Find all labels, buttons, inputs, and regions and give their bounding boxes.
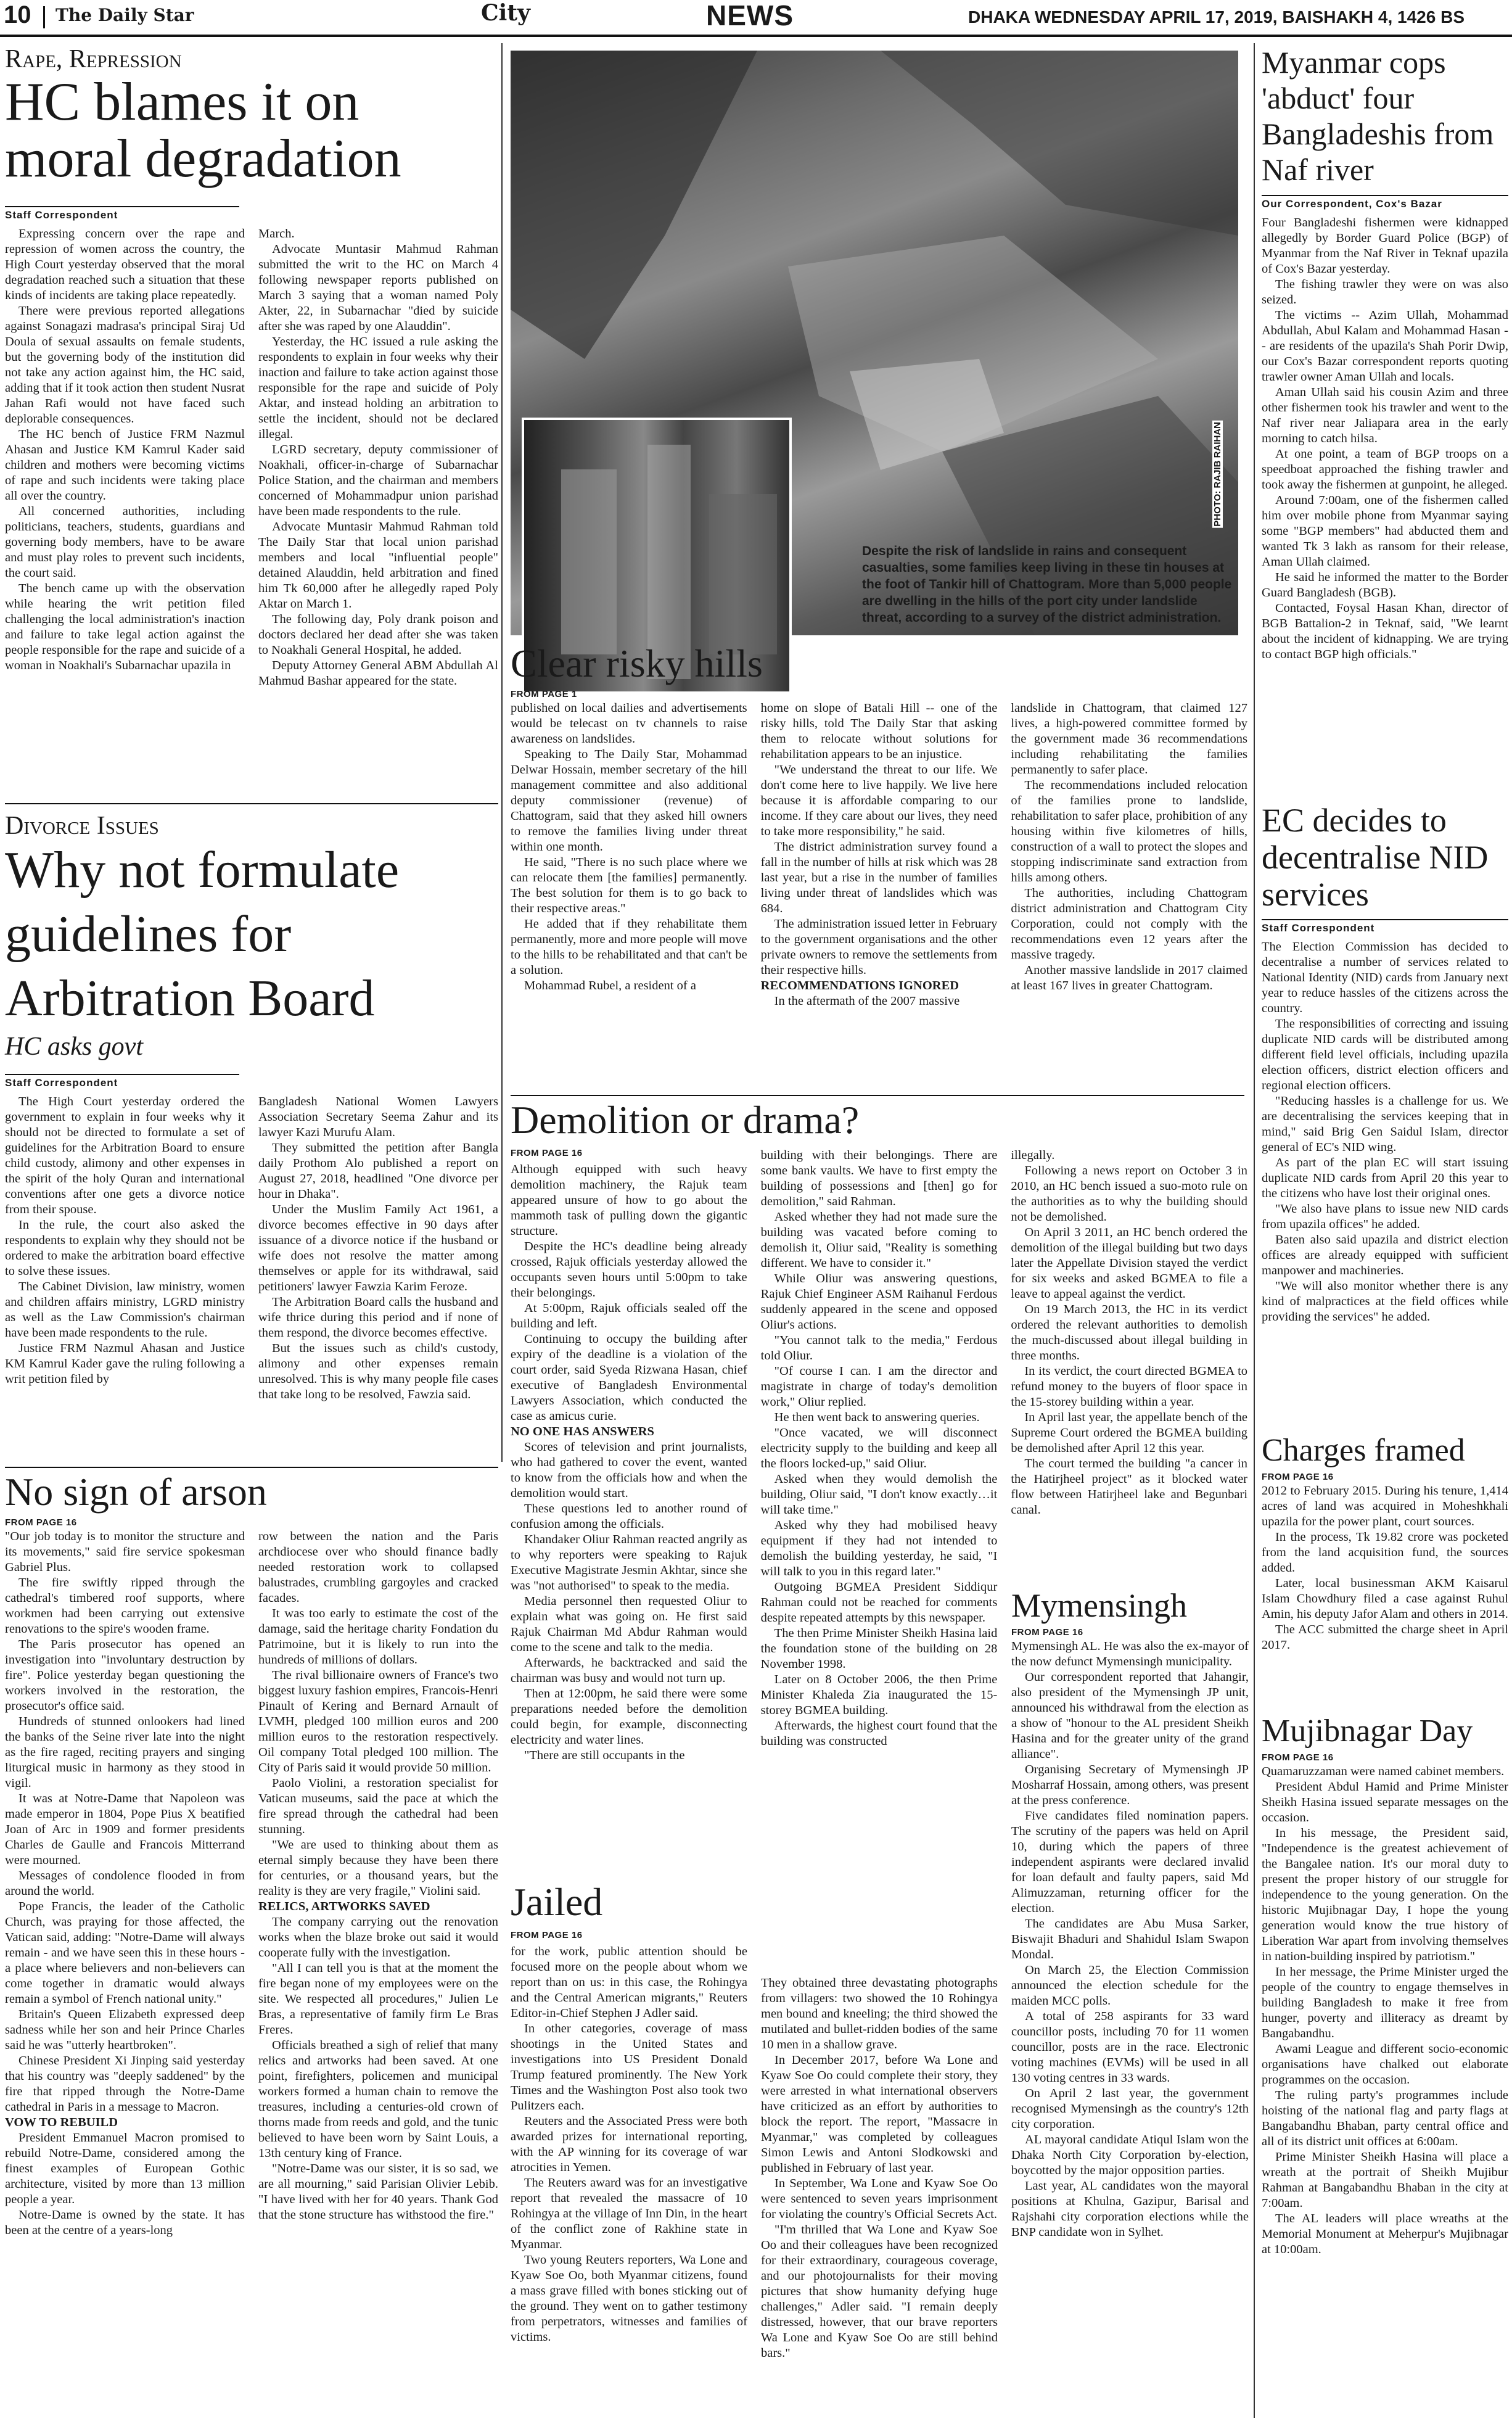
paragraph: While Oliur was answering questions, Rajuk Chief Engineer ASM Raihanul Ferdous suddenly appeared in the scene and opposed Oliur's actions. (760, 1272, 998, 1332)
paragraph: The Reuters award was for an investigative report that revealed the massacre of 10 Rohingya at the village of Inn Din, in the heart of the conflict zone of Rakhine state in Myanmar. (511, 2176, 747, 2252)
story-hc-moral (5, 44, 498, 689)
paragraph: for the work, public attention should be focused more on the people about whom we report than on us: in this case, the Rohingya and the Central American migrants," Reuters Editor-in-Chief Stephen J Adler said. (511, 1945, 747, 2021)
paragraph: Mymensingh AL. He was also the ex-mayor of the now defunct Mymensingh municipality. (1011, 1639, 1249, 1668)
paragraph: The authorities, including Chattogram district administration and Chattogram City Corporation, could not comply with the recommendations even 12 years after the massive tragedy. (1011, 886, 1248, 962)
paragraph: AL mayoral candidate Atiqul Islam won the Dhaka North City Corporation by-election, boycotted by the major opposition parties. (1011, 2132, 1249, 2177)
subhead: NO ONE HAS ANSWERS (511, 1425, 654, 1439)
paragraph: The fishing trawler they were on was also seized. (1262, 278, 1508, 307)
paragraph: "Once vacated, we will disconnect electricity supply to the building and keep all the floors locked-up," said Oliur. (760, 1426, 998, 1471)
story-headline: No sign of arson (5, 1470, 267, 1514)
from-page: FROM PAGE 16 (511, 1148, 583, 1159)
paragraph: Afterwards, he backtracked and said the chairman was busy and would not turn up. (511, 1656, 747, 1686)
paragraph: Around 7:00am, one of the fishermen called him over mobile phone from Myanmar saying some "BGP members" had abducted them and wanted Tk 3 lakh as ransom for their release, Aman Ullah claimed. (1262, 493, 1508, 569)
paragraph: "You cannot talk to the media," Ferdous told Oliur. (760, 1334, 998, 1363)
story-body (1262, 1483, 1508, 1653)
story-headline: Jailed (511, 1880, 603, 1924)
paragraph: March. (258, 227, 295, 241)
paragraph: They obtained three devastating photographs from villagers: two showed the 10 Rohingya men bound and kneeling; the third showed the mutilated and bullet-ridden bodies of the same 10 men in a shallow grave. (761, 1976, 998, 2052)
divider (5, 803, 498, 804)
column-2 (761, 1923, 998, 2361)
byline: Staff Correspondent (5, 206, 239, 221)
paragraph: The rival billionaire owners of France's two biggest luxury fashion empires, Francois-Henri Pinault of Kering and Bernard Arnault of LVMH, pledged 100 million euros and 200 million euros to the restoration respectively. Oil company Total pledged 100 million. The City of Paris said it would provide 50 million. (258, 1668, 498, 1775)
story-charges-framed (1262, 1434, 1508, 1653)
paragraph: "We understand the threat to our life. We don't come here to live happily. We live here because it is affordable comparing to our income. If they care about our lives, they need to take more responsibility," he said. (760, 763, 998, 839)
column-rule (501, 43, 503, 1462)
paragraph: He then went back to answering queries. (774, 1411, 980, 1425)
byline: Staff Correspondent (5, 1074, 239, 1089)
paragraph: Although equipped with such heavy demolition machinery, the Rajuk team appeared unsure of how to go about the mammoth task of pulling down the gigantic structure. (511, 1163, 747, 1239)
paragraph: The candidates are Abu Musa Sarker, Biswajit Bhaduri and Shahidul Islam Swapon Mondal. (1011, 1916, 1249, 1961)
story-kicker: Rape, Repression (5, 45, 182, 73)
paragraph: LGRD secretary, deputy commissioner of Noakhali, officer-in-charge of Subarnachar Police Station, and the chairman and members concerned of Mohammadpur union parishad have been made respondents to the rule. (258, 443, 498, 518)
paragraph: The HC bench of Justice FRM Nazmul Ahasan and Justice KM Kamrul Kader said children and mothers were becoming victims of rape and such incidents were taking place all over the country. (5, 427, 245, 503)
paragraph: In its verdict, the court directed BGMEA to refund money to the buyers of floor space in the 15-storey building within a year. (1011, 1364, 1248, 1409)
story-headline: Mymensingh (1011, 1587, 1188, 1624)
story-mujibnagar (1262, 1715, 1508, 2257)
paragraph: The administration issued letter in February to the government organisations and the other private owners to remove the settlements from their respective hills. (760, 917, 998, 978)
paragraph: Media personnel then requested Oliur to explain what was going on. He first said Rajuk Chairman Md Abdur Rahman would come to the scene and talk to the media. (511, 1594, 747, 1655)
story-body (5, 1094, 498, 1403)
story-body (1262, 215, 1508, 662)
byline: Staff Correspondent (1262, 919, 1508, 934)
paragraph: Yesterday, the HC issued a rule asking the respondents to explain in four weeks why their inaction and failure to take action against those responsible for the rape and suicide of Poly Aktar, and instead holding an arbitration to settle the incident, should not be declared illegal. (258, 335, 498, 441)
paragraph: Awami League and different socio-economic organisations have chalked out elaborate programmes on the occasion. (1262, 2042, 1508, 2087)
paragraph: The fire swiftly ripped through the cathedral's timbered roof supports, where workmen had been carrying out extensive renovations to the spire's wooden frame. (5, 1576, 245, 1636)
divider (5, 1467, 498, 1468)
story-arbitration (5, 811, 498, 1403)
paragraph: Aman Ullah said his cousin Azim and three other fishermen took his trawler and went to the Naf river near Jaliapara area in the early morning to catch hilsa. (1262, 385, 1508, 445)
paragraph: illegally. (1011, 1148, 1055, 1163)
paragraph: In her message, the Prime Minister urged the people of the country to engage themselves in building Bangladesh to make it free from hunger, poverty and illiteracy as dreamt by Bangabandhu. (1262, 1964, 1508, 2040)
paragraph: The bench came up with the observation while hearing the writ petition filed challenging the local administration's inaction and failure to take legal action against the people responsible for the rape and suicide of a woman in Noakhali's Subarnachar upazila in (5, 582, 245, 672)
paragraph: But the issues such as child's custody, alimony and other expenses remain unresolved. This is why many people file cases that take long to be resolved, Fawzia said. (258, 1342, 498, 1401)
story-jailed (511, 1881, 998, 2361)
paragraph: published on local dailies and advertisements would be telecast on tv channels to raise awareness on landslides. (511, 701, 747, 746)
column-rule (1254, 43, 1255, 2418)
paragraph: All concerned authorities, including politicians, teachers, students, guardians and governing body members, have to be aware and must play roles to prevent such incidents, the court said. (5, 505, 245, 580)
story-headline: Myanmar cops 'abduct' four Bangladeshis from Naf river (1262, 45, 1494, 187)
paragraph: Under the Muslim Family Act 1961, a divorce becomes effective in 90 days after issuance of a divorce notice if the husband or wife does not resolve the matter among themselves or apple for its withdrawal, said petitioners' lawyer Fawzia Karim Feroze. (258, 1203, 498, 1293)
from-page: FROM PAGE 16 (1011, 1626, 1083, 1638)
paragraph: Officials breathed a sigh of relief that many relics and artworks had been saved. At one point, firefighters, policemen and municipal workers formed a human chain to remove the treasures, including a centuries-old crown of thorns made from reeds and gold, and the tunic believed to have been worn by Saint Louis, a 13th century king of France. (258, 2039, 498, 2161)
paragraph: The recommendations included relocation of the families prone to landslide, rehabilitation to safer place, prohibition of any housing within five kilometres of hills, construction of a wall to protect the slopes and stopping indiscriminate sand extraction from hills among others. (1011, 778, 1248, 885)
paragraph: Asked whether they had not made sure the building was vacated before coming to demolish it, Oliur said, "Reality is something different. We have to consider it." (760, 1210, 998, 1271)
section-name: City (481, 0, 530, 26)
paragraph: It was at Notre-Dame that Napoleon was made emperor in 1804, Pope Pius X beatified Joan of Arc in 1909 and former presidents Charles de Gaulle and Francois Mitterrand were mourned. (5, 1792, 245, 1868)
paragraph: The then Prime Minister Sheikh Hasina laid the foundation stone of the building on 28 November 1998. (760, 1626, 998, 1672)
paragraph: Afterwards, the highest court found that the building was constructed (760, 1719, 998, 1749)
page-number: 10 (4, 1, 31, 28)
paragraph: "We are used to thinking about them as eternal simply because they have been there for centuries, or a thousand years, but the reality is they are very fragile," Violini said. (258, 1838, 498, 1898)
paragraph: "There are still occupants in the (524, 1749, 685, 1763)
photo-caption: Despite the risk of landslide in rains and consequent casualties, some families keep living in these tin houses at the foot of Tankir hill of Chattogram. More than 5,000 people are dwelling in the hills of the port city under landslide threat, according to a survey of the district administration. (862, 544, 1232, 625)
paragraph: On March 25, the Election Commission announced the election schedule for the maiden MCC polls. (1011, 1963, 1249, 2008)
paragraph: "We also have plans to issue new NID cards from upazila offices" he added. (1262, 1202, 1508, 1231)
masthead-divider (43, 6, 45, 28)
paragraph: home on slope of Batali Hill -- one of the risky hills, told The Daily Star that asking them to relocate without solutions for rehabilitation appears to be an injustice. (760, 701, 998, 762)
paragraph: Another massive landslide in 2017 claimed at least 167 lives in greater Chattogram. (1011, 963, 1248, 993)
story-risky-hills (511, 643, 1247, 1009)
paragraph: The company carrying out the renovation works when the blaze broke out said it would cooperate fully with the investigation. (258, 1915, 498, 1960)
from-page: FROM PAGE 16 (1262, 1752, 1334, 1763)
paragraph: Later on 8 October 2006, the then Prime Minister Khaleda Zia inaugurated the 15-storey BGMEA building. (760, 1673, 998, 1718)
paragraph: Following a news report on October 3 in 2010, an HC bench issued a suo-moto rule on the authorities as to why the building should not be demolished. (1011, 1164, 1248, 1224)
paragraph: As part of the plan EC will start issuing duplicate NID cards from April 20 this year to the citizens who have lost their original ones. (1262, 1156, 1508, 1200)
paragraph: "Of course I can. I am the director and magistrate in charge of today's demolition work," Oliur replied. (760, 1364, 998, 1409)
story-body (1262, 939, 1508, 1325)
paragraph: In other categories, coverage of mass shootings in the United States and investigations into US President Donald Trump featured prominently. The New York Times and the Washington Post also took two Pulitzers each. (511, 2022, 747, 2113)
story-headline: HC blames it on moral degradation (5, 72, 401, 189)
column-1 (5, 1094, 245, 1403)
paragraph: Then at 12:00pm, he said there were some preparations needed before the demolition could begin, for example, disconnecting electricity and water lines. (511, 1687, 747, 1747)
paragraph: Hundreds of stunned onlookers had lined the banks of the Seine river late into the night as the fire raged, reciting prayers and singing liturgical music in harmony as they stood in vigil. (5, 1715, 245, 1791)
column-1 (5, 1529, 245, 2238)
paragraph: "We will also monitor whether there is any kind of malpractices at the field offices while providing the services" he added. (1262, 1279, 1508, 1324)
paragraph: He added that if they rehabilitate them permanently, more and more people will move to the hills to be rehabilitated and that can't be a solution. (511, 917, 747, 978)
paragraph: The victims -- Azim Ullah, Mohammad Abdullah, Abul Kalam and Mohammad Hasan -- are residents of the upazila's Shah Porir Dwip, our Cox's Bazar correspondent reports quoting trawler owner Aman Ullah and locals. (1262, 308, 1508, 384)
column-2 (258, 1529, 498, 2238)
paragraph: The High Court yesterday ordered the government to explain in four weeks why it should not be directed to formulate a set of guidelines for the Arbitration Board to ensure child custody, alimony and other expenses in the spirit of the holy Quran and international conventions after one gets a divorce notice from their spouse. (5, 1095, 245, 1216)
paragraph: A total of 258 aspirants for 33 ward councillor posts, including 70 for 11 women councillor, posts are in the race. Electronic voting machines (EVMs) will be used in all 130 voting centres in 33 wards. (1011, 2009, 1249, 2085)
paragraph: Outgoing BGMEA President Siddiqur Rahman could not be reached for comments despite repeated attempts by this newspaper. (760, 1580, 998, 1625)
paragraph: Asked why they had mobilised heavy equipment if they had not intended to demolish the building yesterday, he said, "I will talk to you in this regard later." (760, 1519, 998, 1579)
column-2 (761, 1140, 998, 1763)
story-headline: Clear risky hills (511, 641, 763, 685)
from-page: FROM PAGE 16 (511, 1930, 583, 1941)
paragraph: The Cabinet Division, law ministry, women and children affairs ministry, LGRD ministry as well as the Law Commission's chairman have been made respondents to the rule. (5, 1280, 245, 1340)
paragraph: Advocate Muntasir Mahmud Rahman told The Daily Star that local union parishad members and local "influential people" detained Alauddin, held arbitration and fined him Tk 60,000 after he allegedly raped Poly Aktar on March 1. (258, 520, 498, 611)
story-body (5, 1529, 498, 2238)
column-1-text (511, 1162, 747, 1763)
divider (511, 1095, 1244, 1096)
story-headline: Demolition or drama? (511, 1098, 860, 1142)
column-3 (1011, 701, 1247, 1009)
story-headline: Why not formulate guidelines for Arbitration Board (5, 841, 400, 1027)
from-page: FROM PAGE 16 (1262, 1471, 1334, 1482)
paragraph: "Reducing hassles is a challenge for us. We are decentralising the services keeping that in mind," said Brig Gen Saidul Islam, director general of EC's NID wing. (1262, 1094, 1508, 1154)
news-label: NEWS (706, 0, 794, 31)
paragraph: In the rule, the court also asked the respondents to explain why they should not be ordered to make the arbitration board effective to solve these issues. (5, 1218, 245, 1278)
paragraph: In the aftermath of the 2007 massive (774, 994, 960, 1008)
paragraph: The court termed the building "a cancer in the Hatirjheel project" as it blocked water flow between Hatirjheel lake and Begunbari canal. (1011, 1457, 1248, 1517)
paragraph: Justice FRM Nazmul Ahasan and Justice KM Kamrul Kader gave the ruling following a writ petition filed by (5, 1342, 245, 1386)
dateline: DHAKA WEDNESDAY APRIL 17, 2019, BAISHAKH 4, 1426 BS (968, 7, 1465, 27)
paragraph: Last year, AL candidates won the mayoral positions at Khulna, Gazipur, Barisal and Rajshahi city corporation elections while the BNP candidate won in Sylhet. (1011, 2179, 1249, 2239)
paragraph: Chinese President Xi Jinping said yesterday that his country was "deeply saddened" by the fire that ripped through the Notre-Dame cathedral in Paris in a message to Macron. (5, 2054, 245, 2114)
paragraph: "Notre-Dame was our sister, it is so sad, we are all mourning," said Parisian Olivier Lebib. "I have lived with her for 40 years. Thank God that the stone structure has withstood the fire." (258, 2162, 498, 2222)
paragraph: "All I can tell you is that at the moment the fire began none of my employees were on the site. We respected all procedures," Julien Le Bras, a representative of family firm Le Bras Freres. (258, 1961, 498, 2037)
column-1 (5, 226, 245, 689)
subhead: VOW TO REBUILD (5, 2116, 118, 2130)
column-2 (258, 226, 498, 689)
from-page: FROM PAGE 16 (5, 1517, 77, 1528)
story-body (511, 1923, 998, 2361)
paragraph: Asked when they would demolish the building, Oliur said, "I don't know exactly…it will take time." (760, 1472, 998, 1517)
paragraph: The ruling party's programmes include hoisting of the national flag and party flags at Bangabandhu Bhaban, party central office and all of its district unit offices at 6:00am. (1262, 2088, 1508, 2148)
paragraph: President Emmanuel Macron promised to rebuild Notre-Dame, considered among the finest examples of European Gothic architecture, visited by more than 13 million people a year. (5, 2131, 245, 2207)
paragraph: Continuing to occupy the building after expiry of the deadline is a violation of the court order, said Syeda Rizwana Hasan, chief executive of Bangladesh Environmental Lawyers Association, which conducted the case as amicus curie. (511, 1332, 747, 1424)
paragraph: In April last year, the appellate bench of the Supreme Court ordered the BGMEA building be demolished after April 12 this year. (1011, 1411, 1248, 1456)
paragraph: 2012 to February 2015. During his tenure, 1,414 acres of land was acquired in Moheshkhali upazila for the power plant, court sources. (1262, 1483, 1508, 1528)
story-subhead: HC asks govt (5, 1033, 143, 1061)
story-body (1262, 1764, 1508, 2257)
paragraph: In his message, the President said, "Independence is the greatest achievement of the Bangalee nation. It's our moral duty to present the proper history of our struggle for independence to the young generation. On the historic Mujibnagar Day, I hope the young generation would know the true history of Liberation War apart from involving themselves in nation-building inspired by patriotism." (1262, 1826, 1508, 1963)
paragraph: On April 3 2011, an HC bench ordered the demolition of the illegal building but two days later the Appellate Division stayed the verdict for six weeks and asked BGMEA to file a leave to appeal against the verdict. (1011, 1226, 1248, 1301)
story-mymensingh (1011, 1588, 1249, 2240)
paragraph: Reuters and the Associated Press were both awarded prizes for international reporting, with the AP winning for its coverage of war atrocities in Yemen. (511, 2114, 747, 2175)
photo-credit: PHOTO: RAJIB RAIHAN (1212, 422, 1223, 527)
paragraph: Deputy Attorney General ABM Abdullah Al Mahmud Bashar appeared for the state. (258, 659, 498, 688)
paragraph: Mohammad Rubel, a resident of a (524, 979, 696, 993)
paragraph: row between the nation and the Paris archdiocese over who should finance badly needed restoration work to collapsed balustrades, crumbling gargoyles and cracked facades. (258, 1530, 498, 1606)
paragraph: The ACC submitted the charge sheet in April 2017. (1262, 1622, 1508, 1652)
masthead (0, 0, 1512, 37)
paragraph: Messages of condolence flooded in from around the world. (5, 1869, 245, 1898)
paragraph: Khandaker Oliur Rahman reacted angrily as to why reporters were speaking to Rajuk Executive Magistrate Jesmin Akhtar, since she was "not authorised" to speak to the media. (511, 1533, 747, 1593)
paragraph: Pope Francis, the leader of the Catholic Church, was praying for those affected, the Vatican said, adding: "Notre-Dame will always remain - and we have seen this in these hours - a place where believers and non-believers can come together in dramatic would always remain a symbol of French national unity." (5, 1900, 245, 2006)
paragraph: The Paris prosecutor has opened an investigation into "involuntary destruction by fire". Police yesterday began questioning the workers involved in the restoration, the prosecutor's office said. (5, 1638, 245, 1713)
column-1-text (511, 1944, 747, 2345)
story-body (1011, 1639, 1249, 2240)
paragraph: Despite the HC's deadline being already crossed, Rajuk officials yesterday allowed the occupants seven hours until 5:00pm to take their belongings. (511, 1240, 747, 1300)
story-myanmar-cops (1262, 44, 1508, 662)
paragraph: "I'm thrilled that Wa Lone and Kyaw Soe Oo and their colleagues have been recognized for their extraordinary, courageous coverage, and our photojournalists for their moving pictures that show humanity defying huge challenges," Adler said. "I remain deeply distressed, however, that our brave reporters Wa Lone and Kyaw Soe Oo are still behind bars." (761, 2223, 998, 2360)
subhead: RECOMMENDATIONS IGNORED (760, 979, 959, 993)
paragraph: Later, local businessman AKM Kaisarul Islam Chowdhury filed a case against Ruhul Amin, his deputy Jafor Alam and others in 2014. (1262, 1576, 1508, 1621)
paragraph: In September, Wa Lone and Kyaw Soe Oo were sentenced to seven years imprisonment for violating the country's Official Secrets Act. (761, 2177, 998, 2222)
paragraph: The district administration survey found a fall in the number of hills at risk which was 28 last year, but a rise in the number of families living under threat of landslides which was 684. (760, 840, 998, 916)
paragraph: At 5:00pm, Rajuk officials sealed off the building and left. (511, 1301, 747, 1331)
paragraph: Contacted, Foysal Hasan Khan, director of BGB Battalion-2 in Teknaf, said, "We learnt about the incident of kidnapping. We are trying to contact BGP high officials." (1262, 601, 1508, 661)
story-headline: EC decides to decentralise NID services (1262, 802, 1489, 913)
paragraph: The Arbitration Board calls the husband and wife thrice during this period and if none of them respond, the divorce becomes effective. (258, 1295, 498, 1340)
paragraph: On April 2 last year, the government recognised Mymensingh as the country's 12th city corporation. (1011, 2086, 1249, 2131)
story-headline: Mujibnagar Day (1262, 1713, 1473, 1749)
paragraph: Two young Reuters reporters, Wa Lone and Kyaw Soe Oo, both Myanmar citizens, found a mass grave filled with bones sticking out of the ground. They went on to gather testimony from perpetrators, witnesses and families of victims. (511, 2253, 747, 2344)
paragraph: landslide in Chattogram, that claimed 127 lives, a high-powered committee formed by the government made 36 recommendations including rehabilitating the families permanently to safer place. (1011, 701, 1248, 777)
paragraph: Four Bangladeshi fishermen were kidnapped allegedly by Border Guard Police (BGP) of Myanmar from the Naf River in Teknaf upazila of Cox's Bazar yesterday. (1262, 216, 1508, 276)
paragraph: They submitted the petition after Bangla daily Prothom Alo published a report on August 27, 2018, headlined "One divorce per hour in Dhaka". (258, 1141, 498, 1201)
paragraph: Britain's Queen Elizabeth expressed deep sadness while her son and heir Prince Charles said he was "utterly heartbroken". (5, 2008, 245, 2053)
paragraph: In December 2017, before Wa Lone and Kyaw Soe Oo could complete their story, they were arrested in what international observers have criticized as an effort by authorities to block the report. The report, "Massacre in Myanmar," was completed by colleagues Simon Lewis and Antoni Slodkowski and published in February of last year. (761, 2053, 998, 2175)
paragraph: The responsibilities of correcting and issuing duplicate NID cards will be distributed among different field level officials, including upazila election officers, district election officers and regional election officers. (1262, 1017, 1508, 1092)
byline: Our Correspondent, Cox's Bazar (1262, 195, 1508, 210)
paragraph: "Our job today is to monitor the structure and its movements," said fire service spokesman Gabriel Plus. (5, 1530, 245, 1575)
paragraph: Paolo Violini, a restoration specialist for Vatican museums, said the pace at which the fire spread through the cathedral had been stunning. (258, 1776, 498, 1837)
story-kicker: Divorce Issues (5, 812, 159, 840)
paragraph: Baten also said upazila and district election offices are already equipped with sufficient manpower and machineries. (1262, 1233, 1508, 1277)
paragraph: Notre-Dame is owned by the state. It has been at the centre of a years-long (5, 2208, 245, 2238)
paragraph: On 19 March 2013, the HC in its verdict ordered the relevant authorities to demolish the much-discussed about illegal building in three months. (1011, 1303, 1248, 1363)
paragraph: He said he informed the matter to the Border Guard Bangladesh (BGB). (1262, 571, 1508, 600)
paragraph: In the process, Tk 19.82 crore was pocketed from the land acquisition fund, the sources added. (1262, 1530, 1508, 1575)
paragraph: He said, "There is no such place where we can relocate them [the families] permanently. The best solution for them is to go back to their respective areas." (511, 855, 747, 916)
paragraph: The Election Commission has decided to decentralise a number of services related to National Identity (NID) cards from January next year to reduce hassles of the citizens across the country. (1262, 940, 1508, 1015)
paragraph: Advocate Muntasir Mahmud Rahman submitted the writ to the HC on March 4 following newspaper reports published on March 3 saying that a woman named Poly Akter, 22, in Subarnachar "died by suicide after she was raped by one Alauddin". (258, 242, 498, 333)
paragraph: Prime Minister Sheikh Hasina will place a wreath at the portrait of Sheikh Mujibur Rahman at Bangabandhu Bhaban in the city at 7:00am. (1262, 2150, 1508, 2210)
paragraph: At one point, a team of BGP troops on a speedboat approached the fishing trawler and took away the fishermen at gunpoint, he alleged. (1262, 447, 1508, 492)
paragraph: There were previous reported allegations against Sonagazi madrasa's principal Siraj Ud Doula of sexual assaults on female students, but the governing body of the institution did not take any action against him, the HC said, adding that if it took action then student Nusrat Jahan Rafi would not have faced such deplorable consequences. (5, 304, 245, 426)
paragraph: These questions led to another round of confusion among the officials. (511, 1502, 747, 1531)
column-1 (511, 701, 747, 1009)
story-ec-nid (1262, 802, 1508, 1325)
paragraph: Bangladesh National Women Lawyers Association Secretary Seema Zahur and its lawyer Kazi Murufu Alam. (258, 1095, 498, 1139)
from-page: FROM PAGE 1 (511, 689, 577, 700)
column-2 (761, 701, 998, 1009)
paragraph: The following day, Poly drank poison and doctors declared her dead after she was taken to Noakhali General Hospital, he added. (258, 612, 498, 657)
column-1 (511, 1923, 747, 2361)
story-body (511, 701, 1247, 1009)
column-1 (511, 1140, 747, 1763)
paragraph: Scores of television and print journalists, who had gathered to cover the event, wanted to know from the officials how and when the demolition would start. (511, 1440, 747, 1501)
column-2 (258, 1094, 498, 1403)
paragraph: Five candidates filed nomination papers. The scrutiny of the papers was held on April 10, during which the papers of three independent aspirants were declared invalid for loan default and faulty papers, said Md Alimuzzaman, returning officer for the election. (1011, 1808, 1249, 1915)
paragraph: The AL leaders will place wreaths at the Memorial Monument at Meherpur's Mujibnagar at 10:00am. (1262, 2211, 1508, 2256)
paragraph: Our correspondent reported that Jahangir, also president of the Mymensingh JP unit, announced his withdrawal from the election as a show of "honour to the AL president Sheikh Hasina and for the greater unity of the grand alliance". (1011, 1670, 1249, 1761)
paragraph: Speaking to The Daily Star, Mohammad Delwar Hossain, member secretary of the hill management committee and also additional deputy commissioner (revenue) of Chattogram, said that they asked hill owners to remove the families living under threat within one month. (511, 748, 747, 854)
story-body (5, 226, 498, 689)
story-arson (5, 1471, 498, 2238)
paragraph: Expressing concern over the rape and repression of women across the country, the High Court yesterday observed that the moral degradation reached such a situation that these kinds of incidents are taking place repeatedly. (5, 227, 245, 302)
paragraph: Quamaruzzaman were named cabinet members. (1262, 1764, 1505, 1778)
paragraph: building with their belongings. There are some bank vaults. We have to first empty the building of possessions and [then] go for demolition," said Rahman. (760, 1148, 998, 1209)
paragraph: President Abdul Hamid and Prime Minister Sheikh Hasina issued separate messages on the occasion. (1262, 1779, 1508, 1824)
paragraph: It was too early to estimate the cost of the damage, said the heritage charity Fondation du Patrimoine, but it is likely to run into the hundreds of millions of dollars. (258, 1607, 498, 1667)
story-headline: Charges framed (1262, 1433, 1465, 1468)
paper-name: The Daily Star (55, 5, 194, 25)
subhead: RELICS, ARTWORKS SAVED (258, 1900, 430, 1914)
paragraph: Organising Secretary of Mymensingh JP Mosharraf Hossain, among others, was present at the press conference. (1011, 1762, 1249, 1807)
